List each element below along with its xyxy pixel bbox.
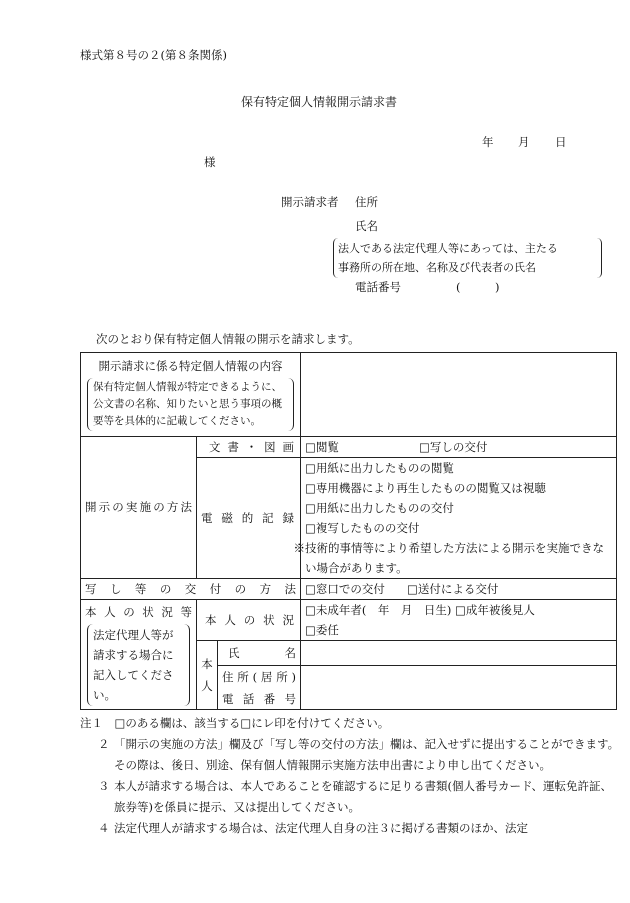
- requester-label: 開示請求者: [281, 195, 339, 209]
- option-window-issue[interactable]: □窓口での交付: [305, 582, 385, 596]
- corporate-note-bracket: [333, 238, 602, 278]
- document-title: 保有特定個人情報開示請求書: [241, 95, 398, 109]
- requester-phone-parens: ( ): [456, 280, 500, 294]
- em-option-playback-view[interactable]: □専用機器により再生したものの閲覧又は視聴: [301, 478, 617, 498]
- note-text: 「開示の実施の方法」欄及び「写し等の交付の方法」欄は、記入せずに提出することができます。その際は、後日、別途、保有個人情報開示実施方法申出書により申し出てください。: [114, 737, 620, 772]
- status-header-cell: [81, 600, 197, 710]
- note-number: ４: [98, 821, 110, 835]
- note-number: 注１: [80, 716, 103, 730]
- requester-name-label: 氏名: [355, 219, 378, 233]
- status-note: 法定代理人等が請求する場合に記入してください。: [87, 624, 190, 706]
- doc-options-cell: [301, 437, 617, 458]
- option-copy-issue[interactable]: □写しの交付: [419, 440, 488, 454]
- note-number: ２: [98, 737, 110, 751]
- person-label: 本人: [197, 641, 218, 710]
- status-label: 本人の状況等: [85, 605, 192, 619]
- notes-section: [80, 713, 620, 839]
- option-adult-ward[interactable]: □成年被後見人: [455, 603, 535, 617]
- copy-method-label: 写し等の交付の方法: [81, 579, 301, 600]
- note-text: 本人が請求する場合は、本人であることを確認するに足りる書類(個人番号カード、運転免許証、旅券等)を係員に提示、又は提出してください。: [114, 779, 612, 814]
- option-mail-issue[interactable]: □送付による交付: [407, 582, 499, 596]
- intro-text: 次のとおり保有特定個人情報の開示を請求します。: [96, 332, 360, 346]
- note-2: [80, 734, 620, 776]
- person-phone-label: 電話番号: [218, 689, 301, 710]
- person-address-label: 住所(居所): [218, 665, 301, 689]
- date-day-label: 日: [555, 135, 567, 149]
- requester-phone-label: 電話番号: [355, 280, 401, 294]
- method-label: 開示の実施の方法: [81, 437, 197, 579]
- note-4: [80, 818, 620, 839]
- option-view[interactable]: □閲覧: [305, 440, 339, 454]
- self-status-label: 本人の状況: [197, 600, 301, 641]
- corporate-note-line2: 事務所の所在地、名称及び代表者の氏名: [338, 261, 536, 274]
- person-name-label: 氏名: [218, 641, 301, 666]
- option-minor[interactable]: □未成年者( 年 月 日生): [305, 603, 452, 617]
- note-3: [80, 776, 620, 818]
- content-header-cell: [81, 353, 301, 437]
- note-text: 法定代理人が請求する場合は、法定代理人自身の注３に掲げる書類のほか、法定: [114, 821, 528, 835]
- form-number: 様式第８号の２(第８条関係): [80, 48, 227, 62]
- note-text: □のある欄は、該当する□にレ印を付けてください。: [114, 716, 390, 730]
- self-status-options: [301, 600, 617, 641]
- person-name-input[interactable]: [301, 641, 617, 666]
- em-option-print-view[interactable]: □用紙に出力したものの閲覧: [301, 458, 617, 479]
- em-option-print-issue[interactable]: □用紙に出力したものの交付: [301, 498, 617, 518]
- addressee-suffix: 様: [204, 155, 216, 169]
- em-label: 電磁的記録: [197, 458, 301, 579]
- person-address-phone-input[interactable]: [301, 665, 617, 710]
- content-note: 保有特定個人情報が特定できるように、公文書の名称、知りたいと思う事項の概要等を具体的に記載してください。: [87, 378, 294, 431]
- copy-options-cell: [301, 579, 617, 600]
- doc-label: 文書・図画: [197, 437, 301, 458]
- content-input-cell[interactable]: [301, 353, 617, 437]
- date-year-label: 年: [482, 135, 494, 149]
- requester-address-label: 住所: [355, 195, 378, 209]
- note-number: ３: [98, 779, 110, 793]
- note-1: [80, 713, 620, 734]
- option-delegation[interactable]: □委任: [305, 623, 339, 637]
- em-option-copy-issue[interactable]: □複写したものの交付: [301, 518, 617, 538]
- em-technical-note: ※技術的事情等により希望した方法による開示を実施できない場合があります。: [301, 538, 617, 579]
- content-label: 開示請求に係る特定個人情報の内容: [98, 358, 283, 373]
- request-table: [80, 352, 617, 710]
- date-month-label: 月: [518, 135, 530, 149]
- corporate-note-line1: 法人である法定代理人等にあっては、主たる: [338, 242, 558, 255]
